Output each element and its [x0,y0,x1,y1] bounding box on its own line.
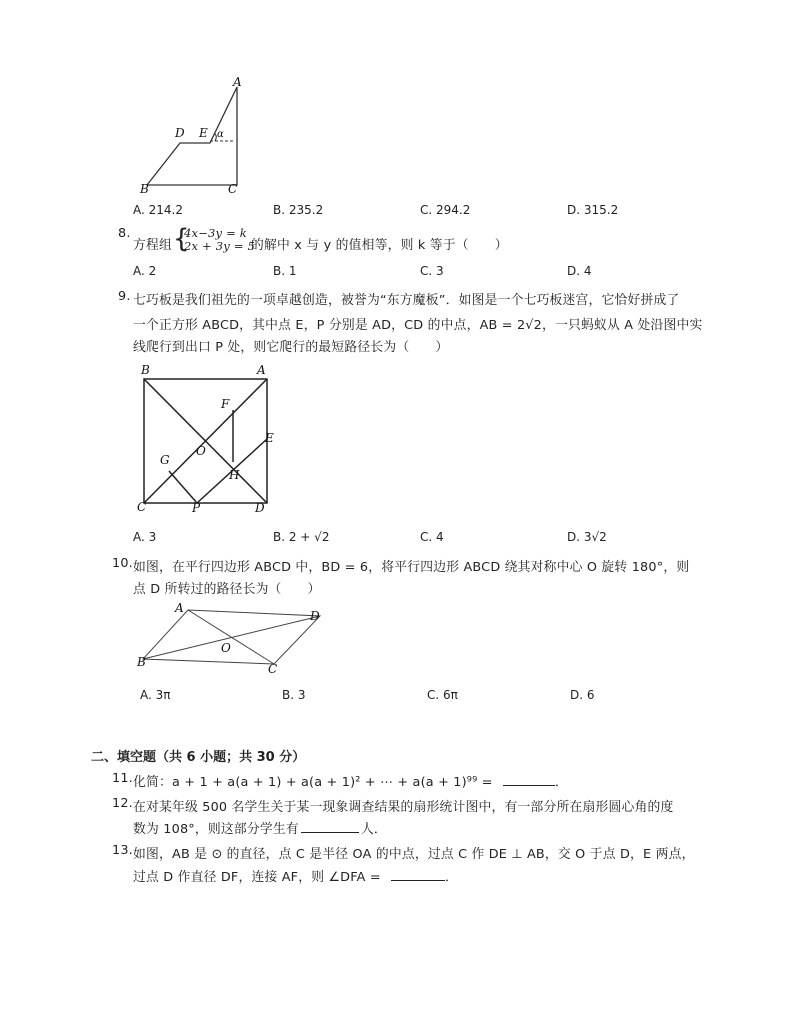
q9-option-c: C. 4 [420,530,444,544]
q9-label-F: F [221,397,230,411]
q13-line-2-text: 过点 D 作直径 DF，连接 AF，则 ∠DFA = [133,870,381,885]
q10-diagonal-AC [188,610,274,664]
q9-option-d: D. 3√2 [567,530,607,544]
q7-option-b: B. 235.2 [273,203,324,217]
q10-option-b: B. 3 [282,688,306,702]
q13-number: 13. [112,843,133,858]
q10-option-c: C. 6π [427,688,458,702]
q8-option-a: A. 2 [133,264,157,278]
q12-line-2 [133,818,387,837]
q7-label-A: A [233,75,242,89]
q7-label-C: C [228,182,238,196]
q9-line-3: 线爬行到出口 P 处，则它爬行的最短路径长为（ ） [133,340,449,355]
q9-label-H: H [229,468,240,482]
q10-diagonal-BD [143,616,320,659]
q10-number: 10. [112,556,133,571]
q7-label-B: B [140,182,149,196]
q13-answer-blank[interactable] [391,869,445,881]
q11-end: ． [554,775,568,790]
q11-answer-blank[interactable] [503,774,555,786]
q12-answer-blank[interactable] [301,821,359,833]
q9-label-A: A [257,363,266,377]
q8-option-c: C. 3 [420,264,444,278]
q7-label-E: E [199,126,208,140]
q11-stem [133,771,568,790]
q9-label-D: D [255,501,265,515]
q8-prefix: 方程组 [133,238,172,253]
q7-option-c: C. 294.2 [420,203,471,217]
q7-label-alpha: α [217,129,224,140]
q8-brace: { [173,224,190,254]
q7-option-d: D. 315.2 [567,203,619,217]
q13-line-2 [133,866,458,885]
q13-end: ． [445,870,459,885]
q9-number: 9. [118,289,131,304]
q8-stem [118,224,508,256]
q10-line-1: 如图，在平行四边形 ABCD 中，BD = 6，将平行四边形 ABCD 绕其对称中心 O 旋转 180°，则 [133,560,690,575]
q10-figure [135,600,330,680]
q10-line-2: 点 D 所转过的路径长为（ ） [133,582,321,597]
q9-line-1: 七巧板是我们祖先的一项卓越创造，被誉为“东方魔板”．如图是一个七巧板迷宫，它恰好拼成了 [133,293,680,308]
q10-label-O: O [221,641,231,655]
q13-line-1: 如图，AB 是 ⊙ 的直径，点 C 是半径 OA 的中点，过点 C 作 DE ⊥ AB，交 O 于点 D，E 两点， [133,847,695,862]
q9-option-a: A. 3 [133,530,157,544]
q10-label-D: D [310,609,320,623]
q10-label-B: B [137,655,146,669]
q8-option-d: D. 4 [567,264,592,278]
q11-number: 11. [112,771,133,786]
q8-equation-2: 2x + 3y = 5 [184,239,256,253]
q12-line-1: 在对某年级 500 名学生关于某一现象调查结果的扇形统计图中，有一部分所在扇形圆心角的度 [133,800,674,815]
q9-label-E: E [265,431,274,445]
q9-figure [135,360,285,520]
q9-label-O: O [196,444,206,458]
q8-equation-1: 4x−3y = k [184,226,247,240]
q9-label-P: P [192,501,201,515]
q9-line-2: 一个正方形 ABCD，其中点 E，P 分别是 AD，CD 的中点，AB = 2√2，一只蚂蚁从 A 处沿图中实 [133,318,703,333]
q9-label-G: G [160,453,170,467]
q7-label-D: D [175,126,185,140]
q10-option-a: A. 3π [140,688,171,702]
section-title-fill-in: 二、填空题（共 6 小题；共 30 分） [91,750,306,765]
q7-option-a: A. 214.2 [133,203,183,217]
q10-label-A: A [175,601,184,615]
q12-line-2-end: 人． [360,822,387,837]
q8-suffix: 的解中 x 与 y 的值相等，则 k 等于（ ） [251,238,508,253]
q11-text: 化简：a + 1 + a(a + 1) + a(a + 1)² + ⋯ + a(a + 1)⁹⁹ = [133,775,493,790]
q9-segment-GP [169,471,197,503]
q12-number: 12. [112,796,133,811]
q8-option-b: B. 1 [273,264,297,278]
q10-label-C: C [268,662,278,676]
q12-line-2-text: 数为 108°，则这部分学生有 [133,822,299,837]
q7-figure [135,75,255,195]
q9-option-b: B. 2 + √2 [273,530,330,544]
q9-label-C: C [137,500,147,514]
q10-option-d: D. 6 [570,688,595,702]
q9-label-B: B [141,363,150,377]
q8-number: 8. [118,226,131,241]
